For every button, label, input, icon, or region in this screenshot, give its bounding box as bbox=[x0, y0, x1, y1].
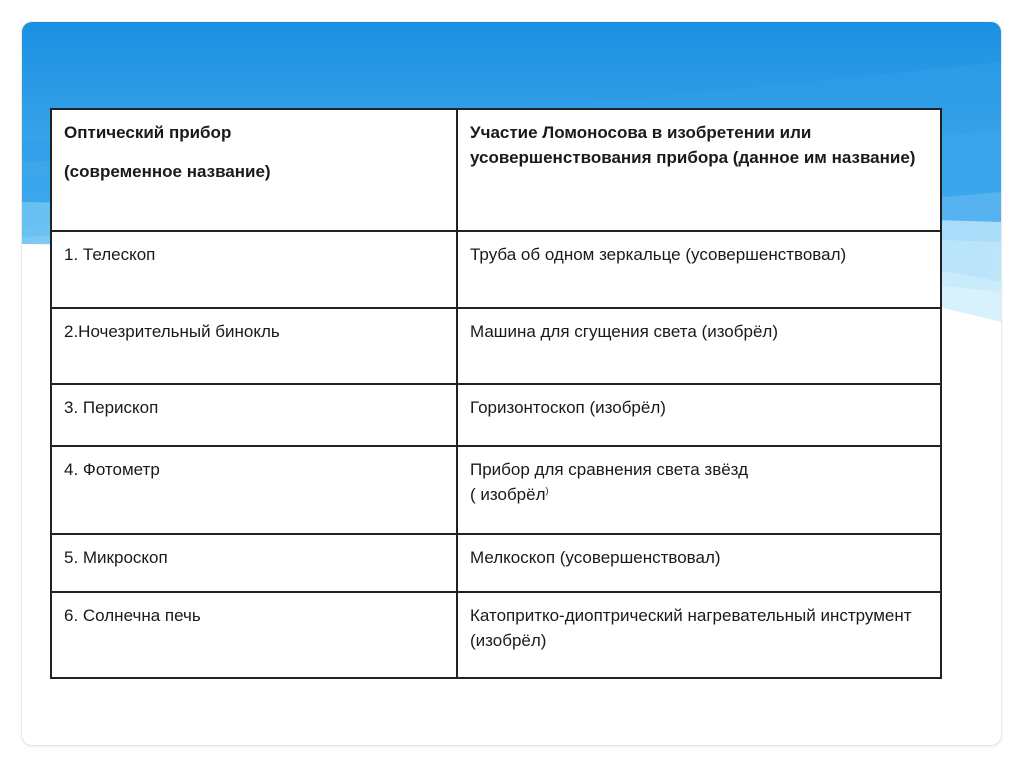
header-device-subtitle: (современное название) bbox=[64, 162, 271, 181]
cell-device: 6. Солнечна печь bbox=[51, 592, 457, 678]
cell-contribution: Горизонтоскоп (изобрёл) bbox=[457, 384, 941, 446]
cell-contribution: Труба об одном зеркальце (усовершенствовал) bbox=[457, 231, 941, 308]
table-row bbox=[51, 308, 941, 384]
cell-contribution-line2 bbox=[470, 482, 928, 507]
cell-contribution: Машина для сгущения света (изобрёл) bbox=[457, 308, 941, 384]
table-row bbox=[51, 384, 941, 446]
comparison-table bbox=[50, 108, 942, 679]
header-contribution-title: Участие Ломоносова в изобретении или усовершенствования прибора (данное им название) bbox=[470, 123, 916, 167]
table-row bbox=[51, 446, 941, 534]
table-row bbox=[51, 231, 941, 308]
table-row bbox=[51, 592, 941, 678]
cell-contribution bbox=[457, 446, 941, 534]
cell-contribution-line1: Прибор для сравнения света звёзд bbox=[470, 460, 749, 479]
cell-device: 4. Фотометр bbox=[51, 446, 457, 534]
table-row bbox=[51, 534, 941, 592]
cell-device: 2.Ночезрительный бинокль bbox=[51, 308, 457, 384]
header-cell-contribution bbox=[457, 109, 941, 231]
cell-contribution: Катопритко-диоптрический нагревательный инструмент (изобрёл) bbox=[457, 592, 941, 678]
cell-device: 1. Телескоп bbox=[51, 231, 457, 308]
cell-contribution: Мелкоскоп (усовершенствовал) bbox=[457, 534, 941, 592]
superscript-paren: ) bbox=[545, 485, 549, 496]
cell-device: 5. Микроскоп bbox=[51, 534, 457, 592]
cell-device: 3. Перископ bbox=[51, 384, 457, 446]
table-header-row bbox=[51, 109, 941, 231]
header-cell-device bbox=[51, 109, 457, 231]
header-device-title: Оптический прибор bbox=[64, 123, 232, 142]
comparison-table-container bbox=[50, 108, 942, 679]
cell-contribution-line2-text: ( изобрёл bbox=[470, 485, 546, 504]
slide-frame bbox=[22, 22, 1001, 745]
